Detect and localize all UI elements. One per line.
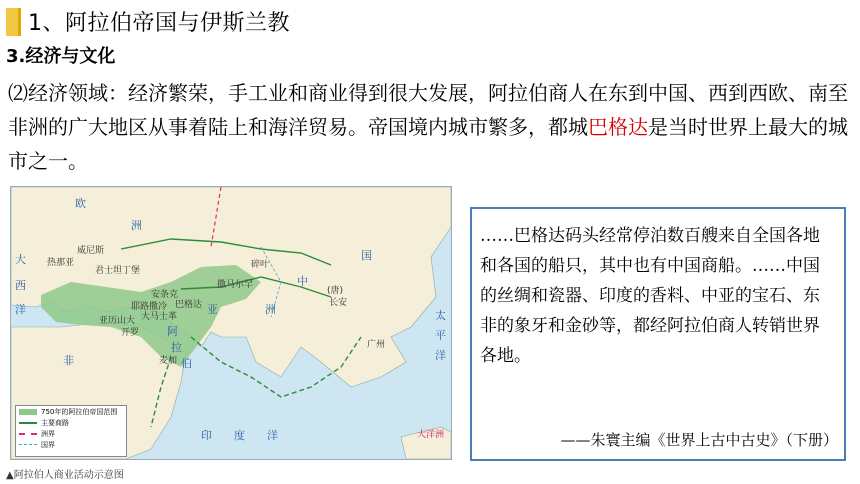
title-marker (6, 8, 21, 36)
legend-row-route (16, 417, 126, 428)
legend-swatch-country (19, 444, 37, 445)
label-baghdad: 巴格达 (175, 300, 203, 310)
map-legend (15, 405, 127, 457)
label-constantinople: 君士坦丁堡 (95, 266, 141, 276)
label-jerusalem: 耶路撒冷 (131, 302, 168, 312)
label-changan: 长安 (329, 298, 348, 308)
legend-route: 主要商路 (41, 418, 69, 427)
economy-paragraph (8, 76, 858, 178)
legend-country: 国界 (41, 440, 55, 449)
label-mecca: 麦加 (159, 356, 178, 366)
label-china-1: 中 (297, 275, 308, 288)
legend-row-continent (16, 428, 126, 439)
label-venice: 威尼斯 (77, 246, 105, 256)
trade-map (10, 186, 452, 460)
label-arab-3: 伯 (181, 357, 192, 370)
label-indian-ocean: 印 度 洋 (201, 429, 278, 442)
baghdad-highlight: 巴格达 (588, 115, 648, 139)
label-asia-2: 洲 (265, 303, 276, 316)
label-ocean-6: 洋 (435, 349, 446, 362)
section-subtitle: 3.经济与文化 (6, 46, 116, 67)
label-samarkand: 撒马尔罕 (217, 280, 254, 290)
label-suiye: 碎叶 (251, 260, 270, 270)
quote-box (470, 207, 846, 461)
label-europe-1: 欧 (75, 197, 86, 210)
label-guangzhou: 广州 (367, 340, 386, 350)
label-antioch: 安条克 (151, 290, 179, 300)
label-ocean-2: 西 (15, 279, 26, 292)
quote-source: ——朱寰主编《世界上古中古史》（下册） (560, 431, 838, 449)
label-asia-1: 亚 (207, 303, 218, 316)
legend-row-country (16, 439, 126, 450)
label-ocean-5: 平 (435, 329, 446, 342)
label-australia: 大洋洲 (417, 430, 445, 440)
quote-text: ……巴格达码头经常停泊数百艘来自全国各地和各国的船只，其中也有中国商船。……中国的丝绸和瓷器、印度的香料、中亚的宝石、东非的象牙和金砂等，都经阿拉伯商人转销世界各地。 (480, 226, 820, 366)
label-arab-1: 阿 (167, 325, 178, 338)
legend-continent: 洲界 (41, 429, 55, 438)
legend-swatch-continent (19, 433, 37, 435)
legend-row-empire (16, 406, 126, 417)
label-ocean-4: 太 (435, 309, 446, 322)
label-cairo: 开罗 (121, 328, 140, 338)
label-tang: (唐) (327, 286, 344, 296)
label-ocean-3: 洋 (15, 303, 26, 316)
map-caption: ▲阿拉伯人商业活动示意图 (6, 470, 124, 481)
label-arab-2: 拉 (171, 341, 182, 354)
label-ocean-1: 大 (15, 253, 26, 266)
label-europe-2: 洲 (131, 219, 142, 232)
legend-swatch-empire (19, 409, 37, 415)
page-title: 1、阿拉伯帝国与伊斯兰教 (28, 11, 290, 36)
label-alexandria: 亚历山大 (99, 316, 136, 326)
label-africa: 非 (63, 354, 74, 367)
label-genoa: 热那亚 (47, 258, 75, 268)
legend-empire: 750年的阿拉伯帝国范围 (41, 407, 118, 416)
label-damascus: 大马士革 (141, 312, 178, 322)
paragraph-text-end: 是当时世界上最大的城市之一。 (8, 115, 848, 173)
label-china-2: 国 (361, 249, 372, 262)
paragraph-text: ⑵经济领域：经济繁荣，手工业和商业得到很大发展，阿拉伯商人在东到中国、西到西欧、南至非洲的广大地区从事着陆上和海洋贸易。帝国境内城市繁多，都城 (8, 81, 848, 139)
legend-swatch-route (19, 422, 37, 424)
